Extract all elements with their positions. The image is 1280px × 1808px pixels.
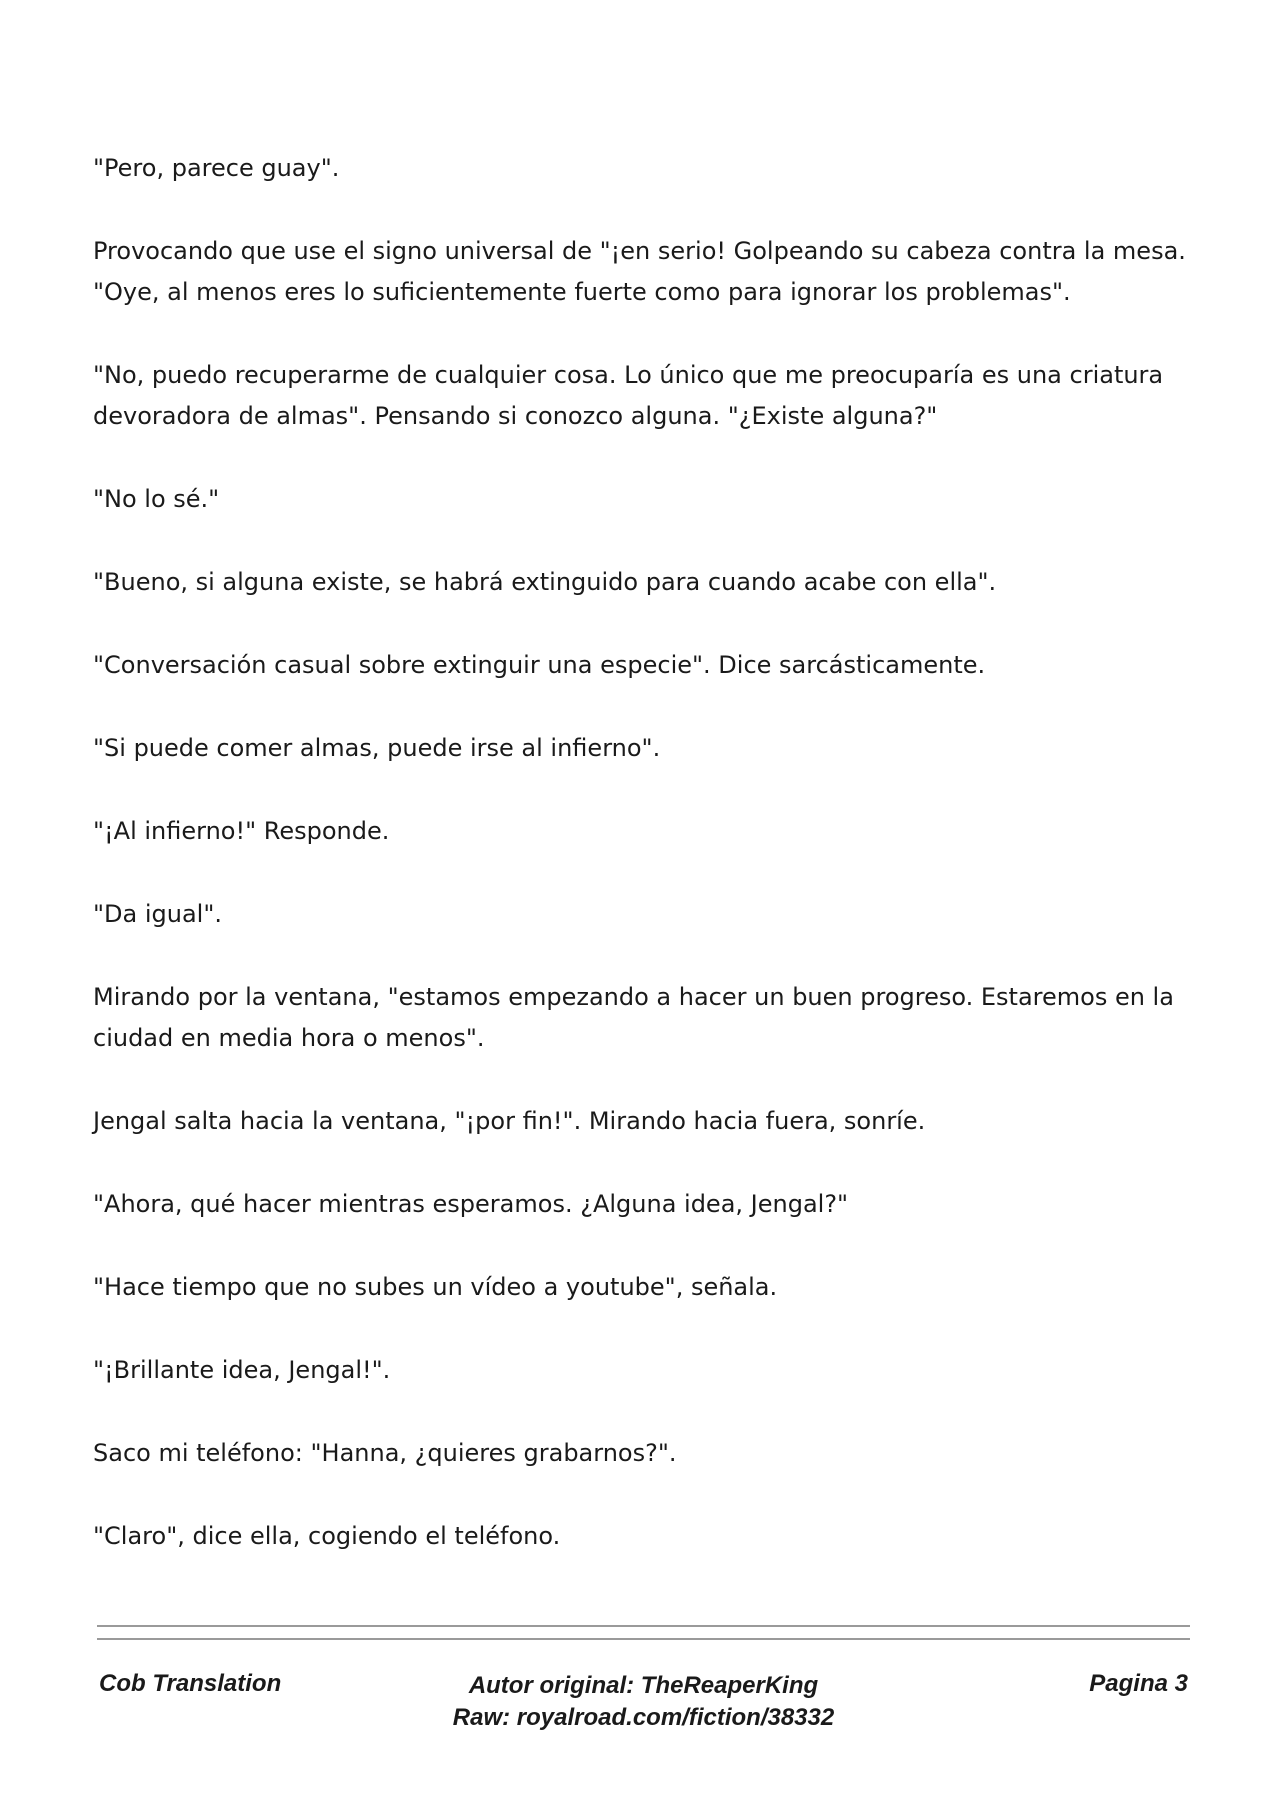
footer-original-author: Autor original: TheReaperKing <box>468 1672 819 1699</box>
paragraph: Jengal salta hacia la ventana, "¡por fin!". Mirando hacia fuera, sonríe. <box>93 1107 926 1135</box>
paragraph: Mirando por la ventana, "estamos empezando a hacer un buen progreso. Estaremos en la ciudad en media hora o menos". <box>93 983 1174 1052</box>
footer-divider-top <box>97 1625 1190 1627</box>
footer-divider-bottom <box>97 1638 1190 1640</box>
page-number: Pagina 3 <box>1089 1670 1188 1697</box>
paragraph: "Hace tiempo que no subes un vídeo a youtube", señala. <box>93 1273 778 1301</box>
paragraph: "Conversación casual sobre extinguir una especie". Dice sarcásticamente. <box>93 651 986 679</box>
paragraph: "Da igual". <box>93 900 223 928</box>
paragraph: "Bueno, si alguna existe, se habrá extinguido para cuando acabe con ella". <box>93 568 997 596</box>
paragraph: "Pero, parece guay". <box>93 154 340 182</box>
paragraph: "¡Brillante idea, Jengal!". <box>93 1356 391 1384</box>
paragraph: "Si puede comer almas, puede irse al infierno". <box>93 734 661 762</box>
footer-translator: Cob Translation <box>99 1670 282 1697</box>
footer-credits <box>97 1670 1190 1734</box>
paragraph: "No lo sé." <box>93 485 220 513</box>
paragraph: Provocando que use el signo universal de "¡en serio! Golpeando su cabeza contra la mesa. "Oye, al menos eres lo suficientemente fuerte como para ignorar los problemas". <box>93 237 1186 306</box>
page-footer <box>97 1670 1190 1750</box>
paragraph: "Claro", dice ella, cogiendo el teléfono. <box>93 1522 561 1550</box>
paragraph: "No, puedo recuperarme de cualquier cosa. Lo único que me preocuparía es una criatura devoradora de almas". Pensando si conozco alguna. "¿Existe alguna?" <box>93 361 1164 430</box>
paragraph: Saco mi teléfono: "Hanna, ¿quieres grabarnos?". <box>93 1439 677 1467</box>
body-text <box>93 148 1193 1599</box>
footer-raw-source: Raw: royalroad.com/fiction/38332 <box>452 1704 835 1731</box>
paragraph: "¡Al infierno!" Responde. <box>93 817 390 845</box>
paragraph: "Ahora, qué hacer mientras esperamos. ¿Alguna idea, Jengal?" <box>93 1190 849 1218</box>
